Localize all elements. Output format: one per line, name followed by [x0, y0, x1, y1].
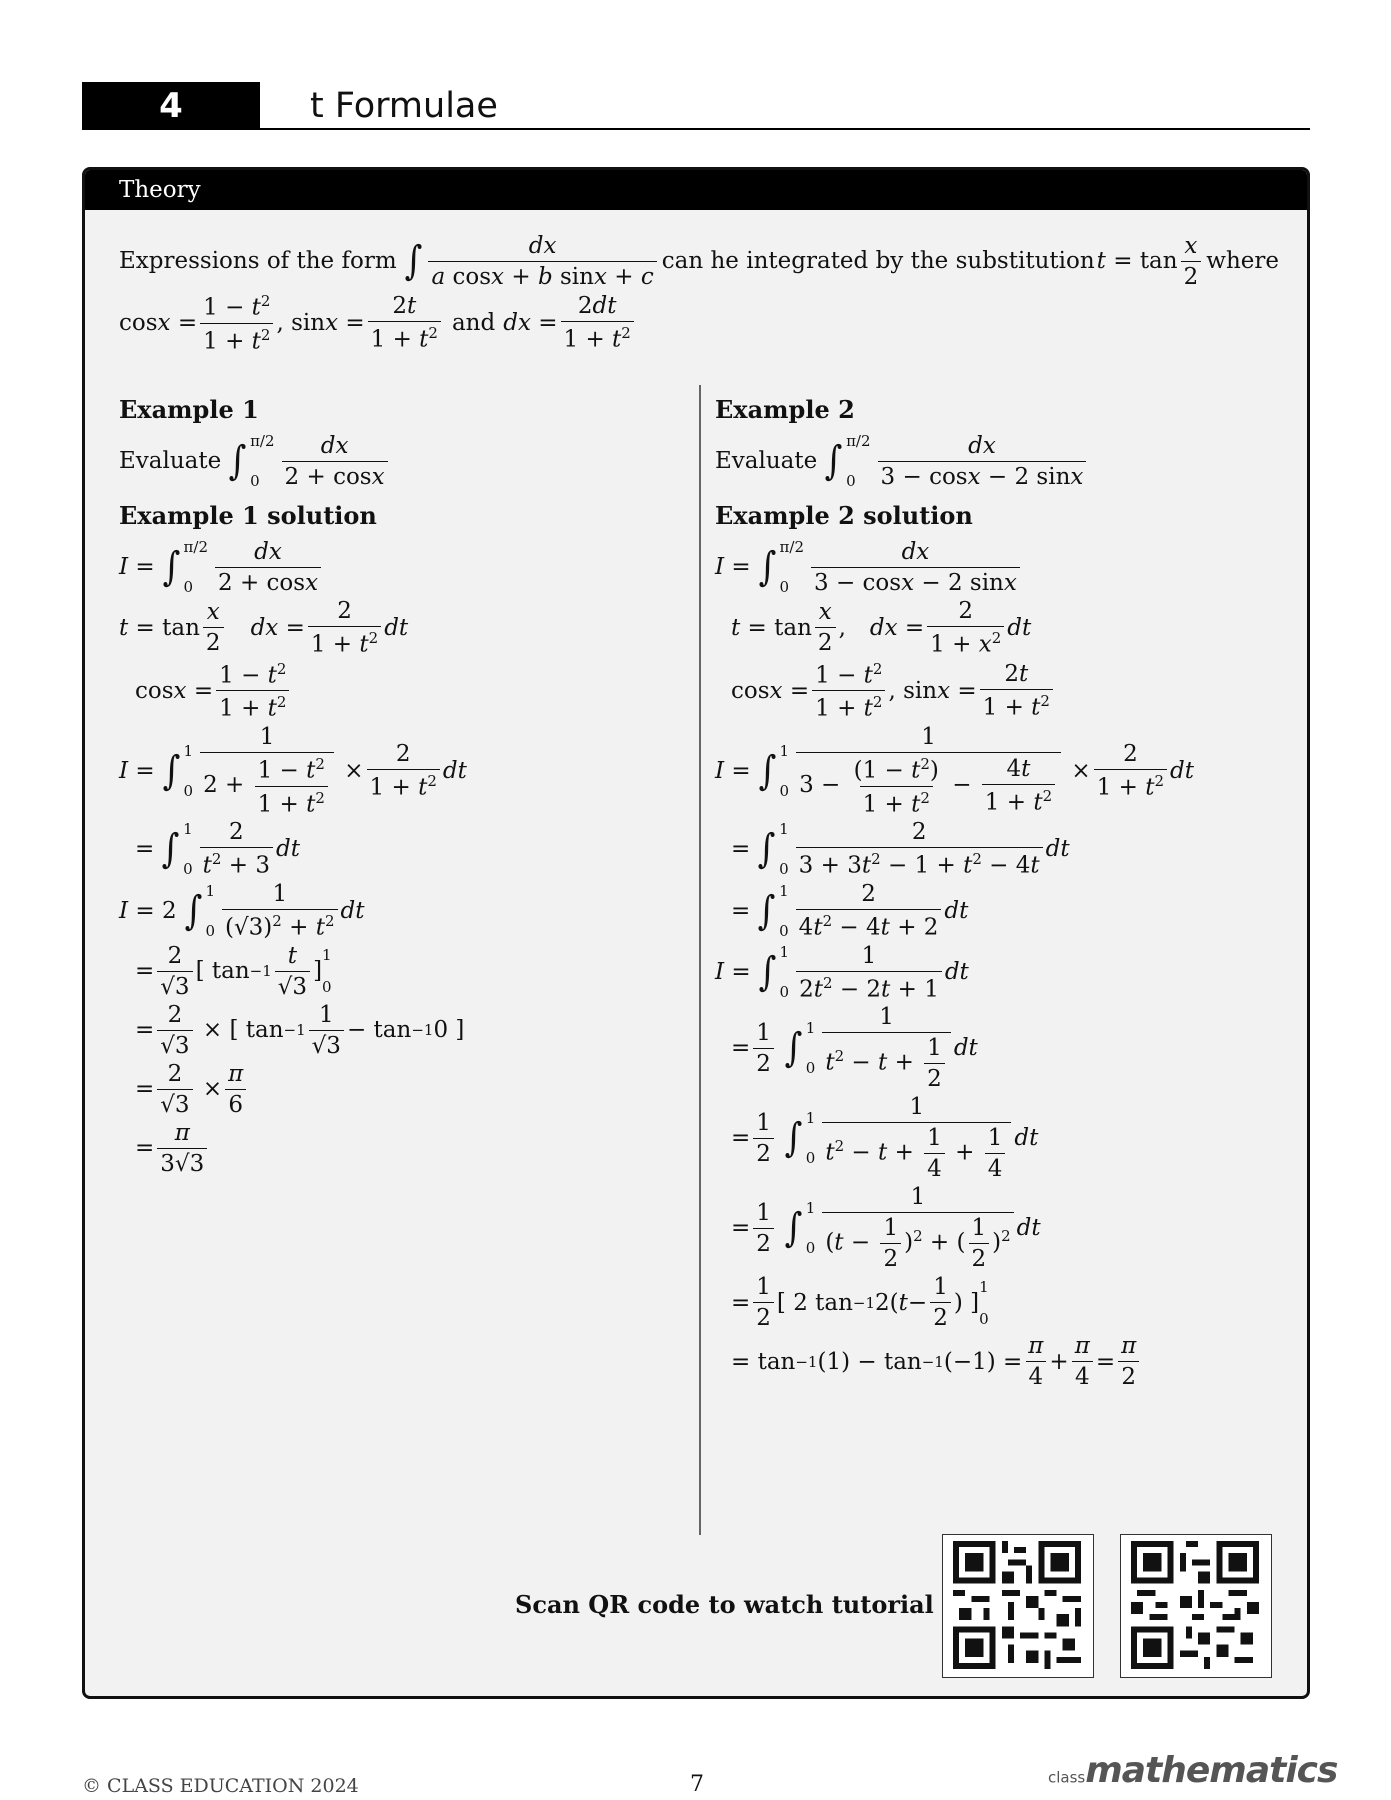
ex2-step-4: I = ∫ 1 0 1 3 − $\frac{(1 - t^2)}{1 + t^2}$ − $\frac{4t}{1 + t^2}$ × $\frac{2}{1 + t^2}$ dt — [715, 723, 1195, 818]
ex2-step-3: cos x = $\frac{1 - t^2}{1 + t^2}$ , sin x = $\frac{2t}{1 + t^2}$ — [715, 660, 1295, 722]
ex2-step-1: I = ∫ π/2 0 $\frac{dx}{3 - \cos x - 2 \sin x}$ — [715, 538, 1295, 596]
example-2-solution-heading: Example 2 solution — [715, 501, 973, 530]
ex1-step-3: cos x = $\frac{1 - t^2}{1 + t^2}$ — [119, 660, 659, 722]
evaluate-label: Evaluate — [119, 448, 222, 474]
ex2-step-6: = ∫ 1 0 $\frac{2}{4t^2 - 4t + 2}$ dt — [731, 880, 969, 941]
theory-integrand: $\frac{dx}{\text{a cosx + b sinx + c}}$ — [428, 233, 656, 290]
theory-intro — [119, 230, 1279, 354]
theory-line-1: Expressions of the form ∫ $\frac{dx}{\text{a cosx + b sinx + c}}$ can he integrated by the substitution t = tan $\frac{x}{2}$ where — [119, 232, 1279, 290]
ex2-step-12: = tan −1 (1) − tan −1 (−1) = $\frac{\pi}{4}$ + $\frac{\pi}{4}$ = $\frac{\pi}{2}$ — [715, 1333, 1295, 1390]
ex1-step-9: = $\frac{2}{√3}$ × $\frac{\pi}{6}$ — [119, 1061, 659, 1118]
logo-small-text: class — [1048, 1768, 1086, 1787]
theory-line-2: cos x = $\frac{1 - t^2}{1 + t^2}$ , sin x = $\frac{2t}{1 + t^2}$ and dx = $\frac{2dt}{1 + t^2}$ — [119, 292, 1279, 354]
qr-code-icon — [953, 1541, 1081, 1669]
ex1-step-7: = $\frac{2}{√3}$ [ tan −1 $\frac{t}{√3}$ ] 1 0 — [135, 942, 332, 1000]
column-divider — [699, 385, 701, 1535]
example-1-column — [119, 390, 659, 1179]
example-2-question: Evaluate ∫ π/2 0 $\frac{dx}{3 - \cos x - 2 \sin x}$ — [715, 432, 1295, 490]
ex1-step-10: = $\frac{\pi}{3√3}$ — [119, 1120, 659, 1177]
chapter-number: 4 — [82, 82, 260, 130]
ex1-step-1: I = ∫ π/2 0 $\frac{dx}{2 + \cos x}$ — [119, 538, 659, 596]
chapter-title: t Formulae — [310, 86, 498, 126]
ex2-step-9: = $\frac{1}{2}$ ∫ 1 0 1 $t^2 - t$ + $\frac{1}{4}$ + $\frac{1}{4}$ dt — [731, 1094, 1039, 1183]
evaluate-label: Evaluate — [715, 448, 818, 474]
qr-label: Scan QR code to watch tutorial — [515, 1590, 934, 1619]
ex2-step-2: t = tan $\frac{x}{2}$ , dx = $\frac{2}{1 + x^2}$ dt — [731, 598, 1032, 658]
theory-text-end: where — [1206, 248, 1279, 274]
example-2-heading: Example 2 — [715, 395, 855, 424]
theory-text-start: Expressions of the form — [119, 248, 397, 274]
ex1-step-4: I = ∫ 1 0 1 2 + $\frac{1 - t^2}{1 + t^2}$ × $\frac{2}{1 + t^2}$ dt — [119, 723, 467, 818]
class-mathematics-logo — [1048, 1750, 1337, 1791]
theory-and: and — [451, 310, 496, 336]
integral-sign: ∫ — [404, 238, 422, 284]
qr-code-2[interactable] — [1120, 1534, 1272, 1678]
header-rule — [260, 128, 1310, 130]
ex2-step-11: = $\frac{1}{2}$ [ 2 tan −1 2( t − $\frac{1}{2}$ ) ] 1 0 — [731, 1274, 989, 1332]
ex1-step-2: t = tan $\frac{x}{2}$ dx = $\frac{2}{1 + t^2}$ dt — [119, 598, 409, 658]
ex1-step-8: = $\frac{2}{√3}$ × [ tan −1 $\frac{1}{√3}$ − tan −1 0 ] — [135, 1001, 465, 1059]
ex1-step-5: = ∫ 1 0 $\frac{2}{t^2 + 3}$ dt — [135, 819, 300, 879]
footer-copyright: © CLASS EDUCATION 2024 — [82, 1775, 359, 1797]
qr-code-icon — [1131, 1541, 1259, 1669]
ex2-step-7: I = ∫ 1 0 $\frac{1}{2t^2 - 2t + 1}$ dt — [715, 942, 969, 1003]
example-1-question: Evaluate ∫ π/2 0 $\frac{dx}{2 + \cos x}$ — [119, 432, 659, 490]
example-1-heading: Example 1 — [119, 395, 259, 424]
theory-text-mid: can he integrated by the substitution — [661, 248, 1095, 274]
logo-big-text: mathematics — [1085, 1750, 1338, 1791]
theory-box — [82, 167, 1310, 1699]
chapter-header — [82, 82, 1310, 130]
ex2-step-10: = $\frac{1}{2}$ ∫ 1 0 1 (t − $\frac{1}{2}$ )$^2$ + ( $\frac{1}{2}$ )$^2$ dt — [731, 1184, 1041, 1273]
ex2-step-5: = ∫ 1 0 $\frac{2}{3 + 3t^2 - 1 + t^2 - 4t}$ dt — [731, 819, 1070, 879]
ex2-step-8: = $\frac{1}{2}$ ∫ 1 0 1 $t^2 - t$ + $\frac{1}{2}$ dt — [731, 1004, 978, 1093]
example-1-solution-heading: Example 1 solution — [119, 501, 377, 530]
theory-heading: Theory — [85, 170, 1307, 210]
qr-code-1[interactable] — [942, 1534, 1094, 1678]
example-2-column — [715, 390, 1295, 1392]
ex1-step-6: I = 2 ∫ 1 0 $\frac{1}{(√3)^2 + t^2}$ dt — [119, 880, 365, 941]
page-number: 7 — [690, 1772, 704, 1797]
